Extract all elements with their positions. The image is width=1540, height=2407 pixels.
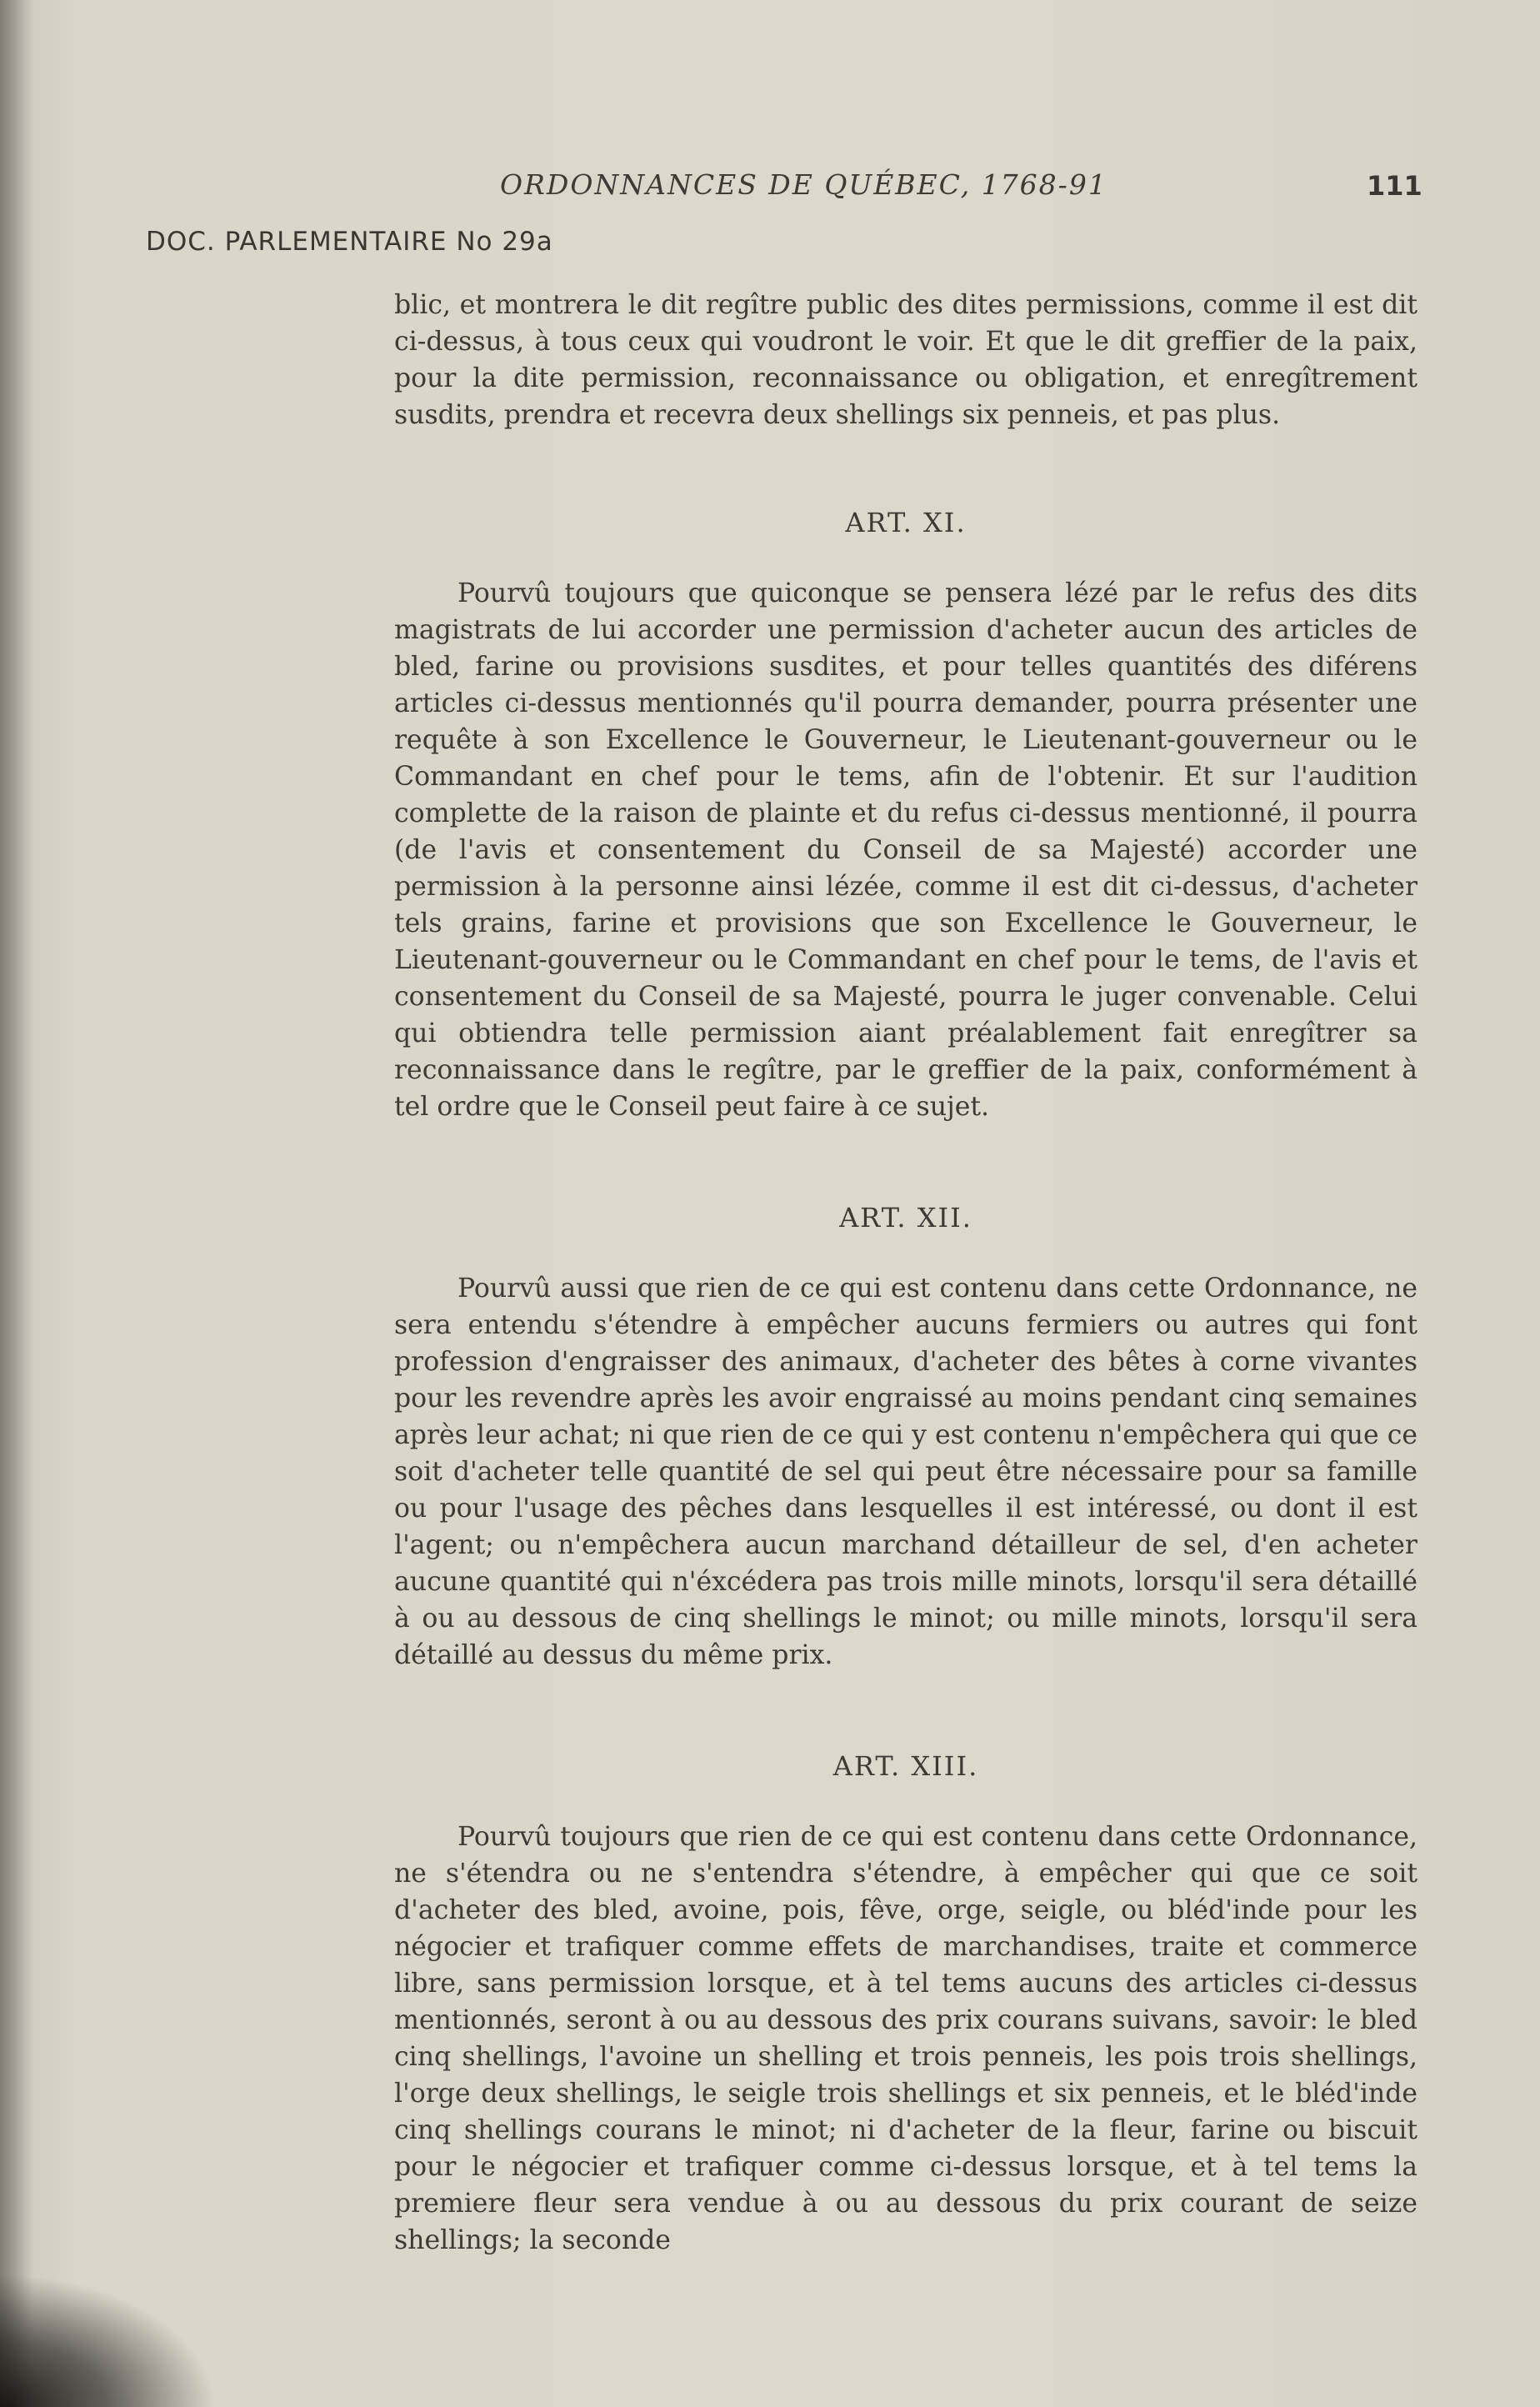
binding-shadow [0,0,33,2407]
article-xi-paragraph [394,575,1418,1125]
doc-label: DOC. PARLEMENTAIRE No 29a [146,227,553,257]
paragraph-text: blic, et montrera le dit regître public des dites permissions, comme il est dit ci-dessus, à tous ceux qui voudront le voir. Et que le dit greffier de la paix, pour la dite permission, reconnaissance ou obligation, et enregîtrement susdits, prendra et recevra deux shellings six penneis, et pas plus. [394,290,1418,430]
article-heading-xii: ART. XII. [839,1202,972,1234]
article-xii-paragraph [394,1270,1418,1674]
article-heading-xiii: ART. XIII. [832,1750,979,1782]
paragraph-text: Pourvû toujours que quiconque se pensera lézé par le refus des dits magistrats de lui accorder une permission d'acheter aucun des articles de bled, farine ou provisions susdites, et pour telles quantités des diférens articles ci-dessus mentionnés qu'il pourra demander, pourra présenter une requête à son Excellence le Gouverneur, le Lieutenant-gouverneur ou le Commandant en chef pour le tems, afin de l'obtenir. Et sur l'audition complette de la raison de plainte et du refus ci-dessus mentionné, il pourra (de l'avis et consentement du Conseil de sa Majesté) accorder une permission à la personne ainsi lézée, comme il est dit ci-dessus, d'acheter tels grains, farine et provisions que son Excellence le Gouverneur, le Lieutenant-gouverneur ou le Commandant en chef pour le tems, de l'avis et consentement du Conseil de sa Majesté, pourra le juger convenable. Celui qui obtiendra telle permission aiant préalablement fait enregîtrer sa reconnaissance dans le regître, par le greffier de la paix, conformément à tel ordre que le Conseil peut faire à ce sujet. [394,578,1418,1122]
paragraph-text: Pourvû aussi que rien de ce qui est contenu dans cette Ordonnance, ne sera entendu s'étendre à empêcher aucuns fermiers ou autres qui font profession d'engraisser des animaux, d'acheter des bêtes à corne vivantes pour les revendre après les avoir engraissé au moins pendant cinq semaines après leur achat; ni que rien de ce qui y est contenu n'empêchera qui que ce soit d'acheter telle quantité de sel qui peut être nécessaire pour sa famille ou pour l'usage des pêches dans lesquelles il est intéressé, ou dont il est l'agent; ou n'empêchera aucun marchand détailleur de sel, d'en acheter aucune quantité qui n'éxcédera pas trois mille minots, lorsqu'il sera détaillé à ou au dessous de cinq shellings le minot; ou mille minots, lorsqu'il sera détaillé au dessus du même prix. [394,1274,1418,1670]
paragraph-text: Pourvû toujours que rien de ce qui est contenu dans cette Ordonnance, ne s'étendra ou ne s'entendra s'étendre, à empêcher qui que ce soit d'acheter des bled, avoine, pois, fêve, orge, seigle, ou bléd'inde pour les négocier et trafiquer comme effets de marchandises, traite et commerce libre, sans permission lorsque, et à tel tems aucuns des articles ci-dessus mentionnés, seront à ou au dessous des prix courans suivans, savoir: le bled cinq shellings, l'avoine un shelling et trois penneis, les pois trois shellings, l'orge deux shellings, le seigle trois shellings et six penneis, et le bléd'inde cinq shellings courans le minot; ni d'acheter de la fleur, farine ou biscuit pour le négocier et trafiquer comme ci-dessus lorsque, et à tel tems la premiere fleur sera vendue à ou au dessous du prix courant de seize shellings; la seconde [394,1822,1418,2255]
continuation-paragraph [394,287,1418,433]
page-number: 111 [1367,170,1422,202]
article-xiii-paragraph [394,1819,1418,2259]
running-title: ORDONNANCES DE QUÉBEC, 1768-91 [500,168,1108,201]
corner-shadow [0,2274,217,2407]
article-heading-xi: ART. XI. [845,507,967,538]
